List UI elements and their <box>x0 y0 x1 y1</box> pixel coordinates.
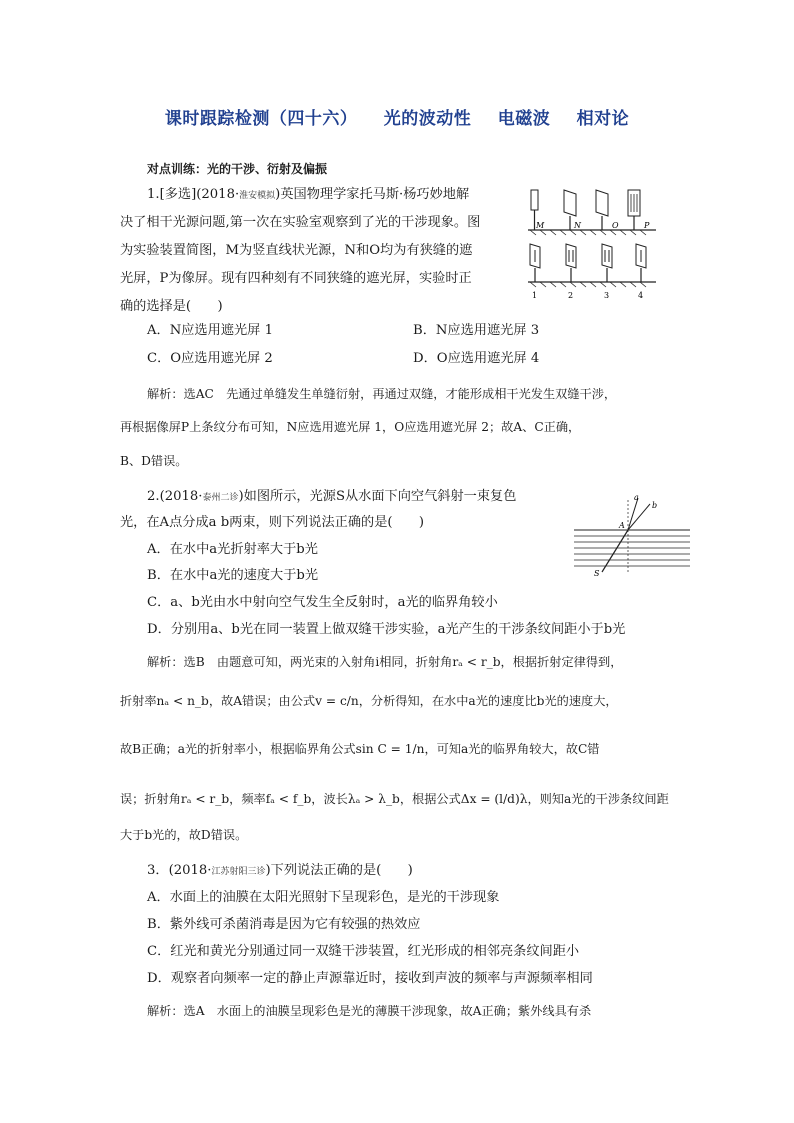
q3-option-a: A．水面上的油膜在太阳光照射下呈现彩色，是光的干涉现象 <box>147 890 500 905</box>
q1-line-5: 确的选择是( ) <box>120 299 223 314</box>
q2-answer-line-2: 折射率nₐ < n_b，故A错误；由公式v = c/n，分析得知，在水中a光的速度比b光的速度大， <box>120 694 618 708</box>
q3-line-1b: )下列说法正确的是( ) <box>265 863 413 878</box>
q1-line-1a: 1.[多选](2018· <box>147 187 240 202</box>
q2-line-1 <box>147 488 516 507</box>
q3-option-d: D．观察者向频率一定的静止声源靠近时，接收到声波的频率与声源频率相同 <box>147 971 593 986</box>
q1-source-tag: 淮安模拟 <box>239 191 276 201</box>
title-part-4: 相对论 <box>576 109 630 129</box>
fig1-label-3: 3 <box>604 291 610 300</box>
q3-source-tag: 江苏射阳三诊 <box>211 867 266 877</box>
q1-line-1 <box>147 186 469 205</box>
q1-answer-line-3: B、D错误。 <box>120 454 188 468</box>
q2-option-b: B．在水中a光的速度大于b光 <box>147 568 319 583</box>
q2-line-2: 光，在A点分成a b两束，则下列说法正确的是( ) <box>120 515 425 530</box>
q2-refraction-figure <box>572 494 692 584</box>
q2-source-tag: 泰州二诊 <box>202 493 239 503</box>
title-part-2: 光的波动性 <box>383 109 472 129</box>
q1-line-3: 为实验装置简图，M为竖直线状光源，N和O均为有狭缝的遮 <box>120 243 473 258</box>
fig1-label-m: M <box>536 221 545 230</box>
q3-answer-line-1: 解析：选A 水面上的油膜呈现彩色是光的薄膜干涉现象，故A正确；紫外线具有杀 <box>147 1004 592 1018</box>
q1-option-d: D．O应选用遮光屏 4 <box>413 351 540 366</box>
fig1-label-2: 2 <box>568 291 574 300</box>
fig1-label-n: N <box>574 221 581 230</box>
q2-line-1b: )如图所示，光源S从水面下向空气斜射一束复色 <box>238 489 517 504</box>
fig2-label-a: a <box>634 494 639 502</box>
q3-option-b: B．紫外线可杀菌消毒是因为它有较强的热效应 <box>147 917 421 932</box>
q1-line-2: 决了相干光源问题,第一次在实验室观察到了光的干涉现象。图 <box>120 215 481 230</box>
q1-apparatus-figure <box>520 186 660 304</box>
q2-answer-line-3: 故B正确；a光的折射率小，根据临界角公式sin C = 1/n，可知a光的临界角较大，故C错 <box>120 742 600 756</box>
fig1-label-1: 1 <box>532 291 538 300</box>
q1-option-a: A．N应选用遮光屏 1 <box>147 323 273 338</box>
q3-line-1a: 3．(2018· <box>147 863 212 878</box>
q3-option-c: C．红光和黄光分别通过同一双缝干涉装置，红光形成的相邻亮条纹间距小 <box>147 944 580 959</box>
q2-line-1a: 2.(2018· <box>147 489 203 504</box>
q2-answer-line-1: 解析：选B 由题意可知，两光束的入射角i相同，折射角rₐ < r_b，根据折射定律得到， <box>147 655 623 669</box>
q2-option-a: A．在水中a光折射率大于b光 <box>147 542 318 557</box>
q2-answer-line-4: 误；折射角rₐ < r_b，频率fₐ < f_b，波长λₐ > λ_b，根据公式Δx = (l/d)λ，则知a光的干涉条纹间距 <box>120 792 669 806</box>
fig2-label-A: A <box>619 521 625 530</box>
title-part-3: 电磁波 <box>497 109 551 129</box>
page-title <box>0 104 794 129</box>
section-heading: 对点训练：光的干涉、衍射及偏振 <box>147 162 328 176</box>
q2-option-c: C．a、b光由水中射向空气发生全反射时，a光的临界角较小 <box>147 595 498 610</box>
q1-answer-line-2: 再根据像屏P上条纹分布可知，N应选用遮光屏 1，O应选用遮光屏 2；故A、C正确， <box>120 420 581 434</box>
q1-line-4: 光屏，P为像屏。现有四种刻有不同狭缝的遮光屏，实验时正 <box>120 271 472 286</box>
fig1-label-p: P <box>644 221 650 230</box>
q3-line-1 <box>147 862 413 881</box>
q1-option-c: C．O应选用遮光屏 2 <box>147 351 273 366</box>
fig2-label-b: b <box>652 501 658 510</box>
q1-line-1b: )英国物理学家托马斯·杨巧妙地解 <box>275 187 470 202</box>
fig1-label-o: O <box>612 221 619 230</box>
q2-answer-line-5: 大于b光的，故D错误。 <box>120 828 248 842</box>
q2-option-d: D．分别用a、b光在同一装置上做双缝干涉实验，a光产生的干涉条纹间距小于b光 <box>147 622 626 637</box>
fig2-label-S: S <box>594 569 600 578</box>
fig1-label-4: 4 <box>638 291 644 300</box>
title-part-1: 课时跟踪检测（四十六） <box>164 109 358 129</box>
q1-option-b: B．N应选用遮光屏 3 <box>413 323 540 338</box>
q1-answer-line-1: 解析：选AC 先通过单缝发生单缝衍射，再通过双缝，才能形成相干光发生双缝干涉， <box>147 387 617 401</box>
